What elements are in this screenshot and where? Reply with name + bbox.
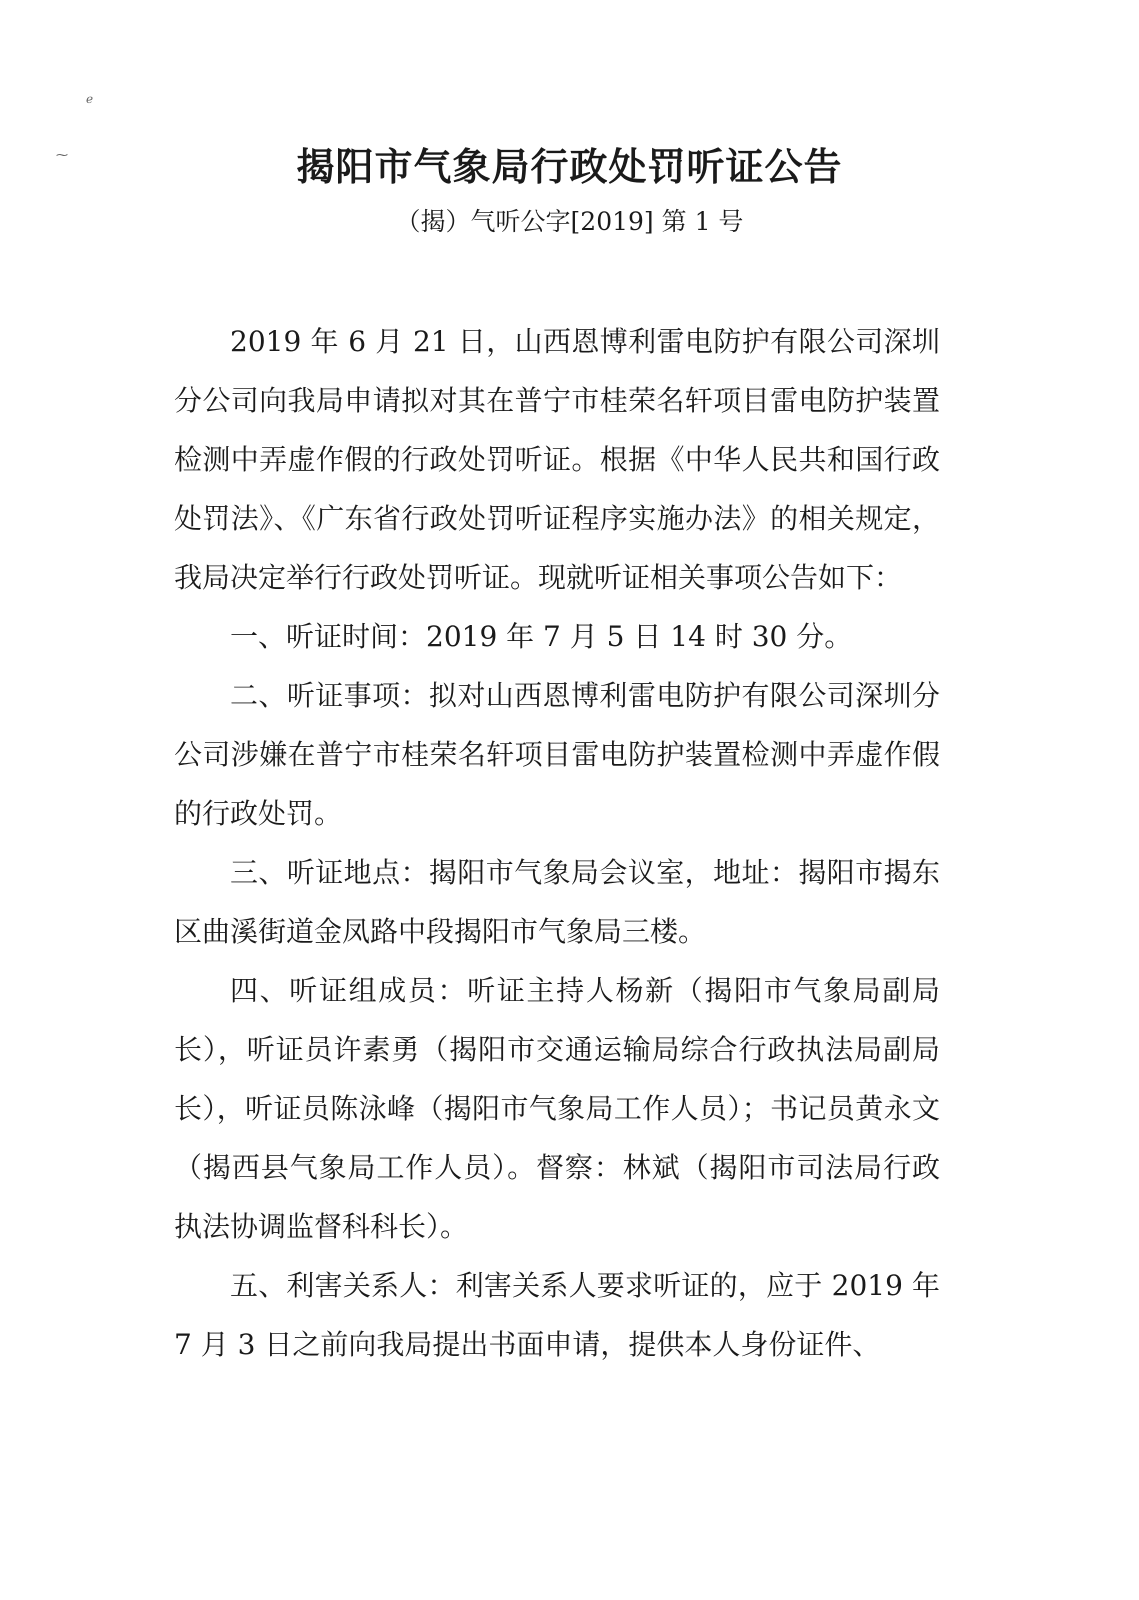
paragraph-intro: 2019 年 6 月 21 日，山西恩博利雷电防护有限公司深圳分公司向我局申请拟对其在普宁市桂荣名轩项目雷电防护装置检测中弄虚作假的行政处罚听证。根据《中华人民共和国行政处罚法》、《广东省行政处罚听证程序实施办法》的相关规定，我局决定举行行政处罚听证。现就听证相关事项公告如下： [174, 325, 940, 594]
paragraph-hearing-matter: 二、听证事项：拟对山西恩博利雷电防护有限公司深圳分公司涉嫌在普宁市桂荣名轩项目雷电防护装置检测中弄虚作假的行政处罚。 [174, 679, 940, 830]
paragraph-hearing-time: 一、听证时间：2019 年 7 月 5 日 14 时 30 分。 [230, 620, 853, 653]
document-number: （揭）气听公字[2019] 第 1 号 [395, 207, 744, 236]
document-body [174, 312, 940, 1374]
paragraph-hearing-location: 三、听证地点：揭阳市气象局会议室，地址：揭阳市揭东区曲溪街道金凤路中段揭阳市气象局三楼。 [174, 856, 940, 948]
scan-mark: ℯ [86, 92, 94, 106]
paragraph-hearing-members: 四、听证组成员：听证主持人杨新（揭阳市气象局副局长），听证员许素勇（揭阳市交通运输局综合行政执法局副局长），听证员陈泳峰（揭阳市气象局工作人员）；书记员黄永文（揭西县气象局工作人员）。督察：林斌（揭阳市司法局行政执法协调监督科科长）。 [174, 974, 940, 1243]
scan-mark: ⁓ [56, 148, 68, 162]
paragraph-interested-parties: 五、利害关系人：利害关系人要求听证的，应于 2019 年 7 月 3 日之前向我局提出书面申请，提供本人身份证件、 [174, 1269, 940, 1361]
document-title: 揭阳市气象局行政处罚听证公告 [296, 145, 843, 189]
